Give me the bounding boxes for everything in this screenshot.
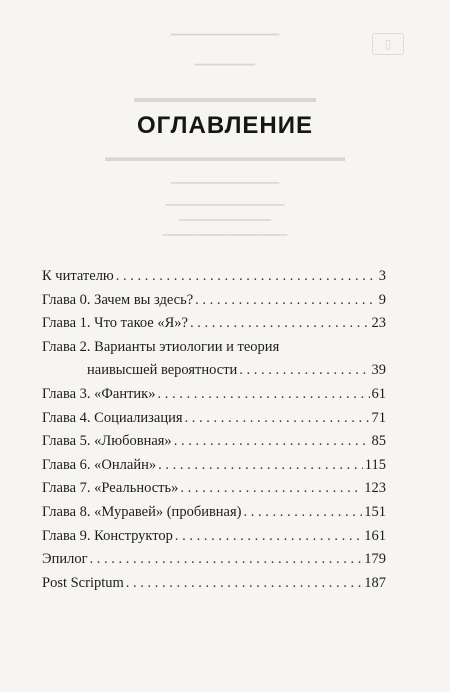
toc-entry[interactable]	[42, 336, 386, 360]
toc-entry[interactable]	[42, 477, 386, 501]
toc-entry-page: 61	[371, 385, 386, 402]
toc-entry-page: 123	[364, 480, 386, 497]
table-of-contents	[42, 265, 386, 595]
toc-entry-title: Глава 7. «Реальность»	[42, 480, 179, 497]
dot-leader	[174, 430, 370, 454]
show-through-age-badge: ▯	[372, 33, 404, 55]
toc-entry[interactable]	[42, 407, 386, 431]
toc-entry-page: 179	[364, 551, 386, 568]
toc-entry-page: 9	[378, 291, 386, 308]
toc-entry-page: 39	[371, 362, 386, 379]
dot-leader	[116, 265, 377, 289]
toc-entry-page: 23	[371, 315, 386, 332]
toc-entry-title: Глава 6. «Онлайн»	[42, 456, 157, 473]
toc-entry-page: 3	[378, 268, 386, 284]
toc-entry-title: Эпилог	[42, 551, 88, 568]
dot-leader	[180, 477, 362, 501]
toc-entry[interactable]	[42, 430, 386, 454]
toc-entry-title: Глава 9. Конструктор	[42, 527, 173, 544]
dot-leader	[175, 525, 362, 549]
dot-leader	[190, 312, 370, 336]
toc-entry[interactable]	[42, 454, 386, 478]
dot-leader	[195, 289, 377, 313]
toc-entry[interactable]	[42, 572, 386, 596]
dot-leader	[239, 359, 369, 383]
toc-entry-page: 85	[371, 433, 386, 450]
toc-entry-title: Глава 8. «Муравей» (пробивная)	[42, 503, 242, 520]
show-through-line: ━━━━━━━━━━━━━━━━━━━━━━━	[162, 230, 288, 240]
dot-leader	[90, 548, 363, 572]
toc-entry-title: наивысшей вероятности	[87, 362, 238, 379]
toc-entry-page: 161	[364, 527, 386, 544]
show-through-line: ━━━━━━━━━━━━━━━━━	[178, 215, 272, 225]
toc-entry-title: Глава 5. «Любовная»	[42, 433, 172, 450]
toc-entry-page: 151	[364, 503, 386, 520]
toc-entry[interactable]	[42, 548, 386, 572]
toc-entry[interactable]	[42, 289, 386, 313]
toc-entry-title: К читателю	[42, 268, 114, 284]
dot-leader	[185, 407, 370, 431]
show-through-line: ━━━━━━━━━━	[194, 60, 256, 71]
dot-leader	[157, 383, 369, 407]
toc-entry-title: Глава 2. Варианты этиологии и теория	[42, 338, 280, 355]
toc-entry[interactable]	[42, 501, 386, 525]
table-of-contents-heading: ОГЛАВЛЕНИЕ	[136, 112, 314, 139]
toc-entry-title: Глава 4. Социализация	[42, 409, 183, 426]
toc-entry[interactable]	[42, 265, 386, 289]
toc-entry-page: 71	[371, 409, 386, 426]
toc-entry-title: Глава 3. «Фантик»	[42, 385, 156, 402]
show-through-line: ━━━━━━━━━━━━━━━━━━━━	[170, 178, 280, 188]
show-through-line: ▬▬▬▬▬▬▬▬▬▬▬▬▬▬	[134, 90, 316, 105]
toc-entry[interactable]	[42, 525, 386, 549]
show-through-line: ━━━━━━━━━━━━━━━━━━━━━━	[165, 200, 285, 210]
show-through-line: ━━━━━━━━━━━━━━━━━━	[170, 30, 280, 41]
toc-entry-continuation[interactable]	[42, 359, 386, 383]
show-through-line: ▬▬▬▬▬▬▬▬▬▬▬▬▬▬▬▬▬▬▬▬	[105, 150, 345, 164]
dot-leader	[158, 454, 363, 478]
dot-leader	[244, 501, 363, 525]
toc-entry-title: Глава 1. Что такое «Я»?	[42, 315, 188, 332]
toc-entry-page: 187	[364, 574, 386, 591]
toc-entry[interactable]	[42, 312, 386, 336]
dot-leader	[126, 572, 362, 596]
toc-entry-title: Глава 0. Зачем вы здесь?	[42, 291, 194, 308]
toc-entry[interactable]	[42, 383, 386, 407]
toc-entry-title: Post Scriptum	[42, 574, 124, 591]
toc-entry-page: 115	[364, 456, 386, 473]
